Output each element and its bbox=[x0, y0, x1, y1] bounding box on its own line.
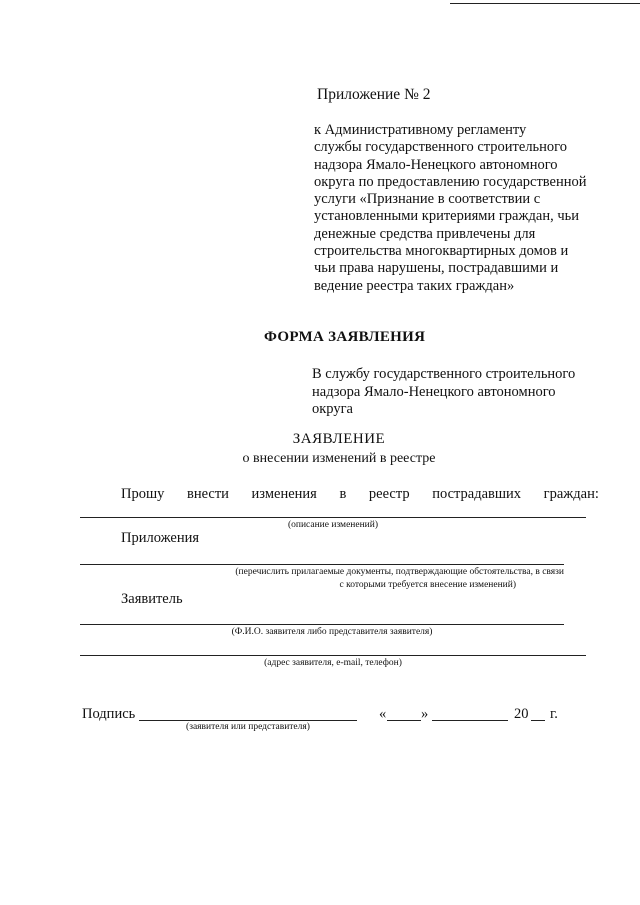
attachments-label: Приложения bbox=[121, 530, 200, 546]
applicant-name-field[interactable] bbox=[80, 624, 564, 625]
request-word: Прошу bbox=[121, 486, 165, 502]
addressee-line: надзора Ямало-Ненецкого автономного bbox=[312, 383, 556, 400]
addressee-line: округа bbox=[312, 401, 353, 417]
request-word: внести bbox=[187, 486, 229, 502]
statement-title: ЗАЯВЛЕНИЕ bbox=[292, 431, 386, 447]
request-sentence bbox=[121, 486, 599, 503]
request-word: изменения bbox=[251, 486, 317, 502]
appendix-line: округа по предоставлению государственной bbox=[314, 173, 587, 190]
addressee-block bbox=[312, 366, 575, 419]
statement-subtitle: о внесении изменений в реестре bbox=[242, 451, 436, 466]
applicant-address-field[interactable] bbox=[80, 655, 586, 656]
changes-caption: (описание изменений) bbox=[287, 520, 379, 530]
applicant-label: Заявитель bbox=[121, 591, 183, 607]
appendix-description bbox=[314, 122, 587, 295]
appendix-line: службы государственного строительного bbox=[314, 139, 568, 156]
attachments-caption-line1: (перечислить прилагаемые документы, подтверждающие обстоятельства, в связи bbox=[235, 567, 564, 577]
request-word: реестр bbox=[368, 486, 410, 502]
signature-caption: (заявителя или представителя) bbox=[186, 722, 310, 732]
date-day-field[interactable] bbox=[387, 720, 421, 721]
form-title: ФОРМА ЗАЯВЛЕНИЯ bbox=[264, 329, 426, 345]
appendix-line: установленными критериями граждан, чьи bbox=[314, 208, 580, 225]
appendix-line: денежные средства привлечены для bbox=[314, 225, 536, 242]
request-word: в bbox=[339, 486, 347, 502]
top-rule bbox=[450, 3, 640, 4]
appendix-line: к Административному регламенту bbox=[314, 122, 527, 138]
changes-description-field[interactable] bbox=[80, 517, 586, 518]
appendix-number: Приложение № 2 bbox=[317, 86, 431, 103]
date-open-quote: « bbox=[379, 706, 387, 722]
request-word: пострадавших bbox=[432, 486, 522, 502]
addressee-line: В службу государственного строительного bbox=[312, 366, 576, 382]
request-word: граждан: bbox=[543, 486, 599, 502]
date-year-suffix: г. bbox=[550, 706, 558, 722]
signature-field[interactable] bbox=[139, 720, 357, 721]
appendix-line: услуги «Признание в соответствии с bbox=[314, 191, 541, 208]
date-month-field[interactable] bbox=[432, 720, 508, 721]
attachments-caption-line2: с которыми требуется внесение изменений) bbox=[339, 580, 516, 590]
signature-label: Подпись bbox=[82, 706, 136, 722]
appendix-line: чьи права нарушены, пострадавшими и bbox=[314, 260, 559, 277]
date-year-prefix: 20 bbox=[514, 706, 529, 722]
applicant-name-caption: (Ф.И.О. заявителя либо представителя заявителя) bbox=[231, 627, 433, 637]
attachments-field[interactable] bbox=[80, 564, 564, 565]
applicant-address-caption: (адрес заявителя, e-mail, телефон) bbox=[264, 658, 402, 668]
appendix-line: надзора Ямало-Ненецкого автономного bbox=[314, 156, 558, 173]
appendix-line: ведение реестра таких граждан» bbox=[314, 277, 515, 294]
date-year-field[interactable] bbox=[531, 720, 545, 721]
date-close-quote: » bbox=[421, 706, 429, 722]
appendix-line: строительства многоквартирных домов и bbox=[314, 243, 569, 260]
